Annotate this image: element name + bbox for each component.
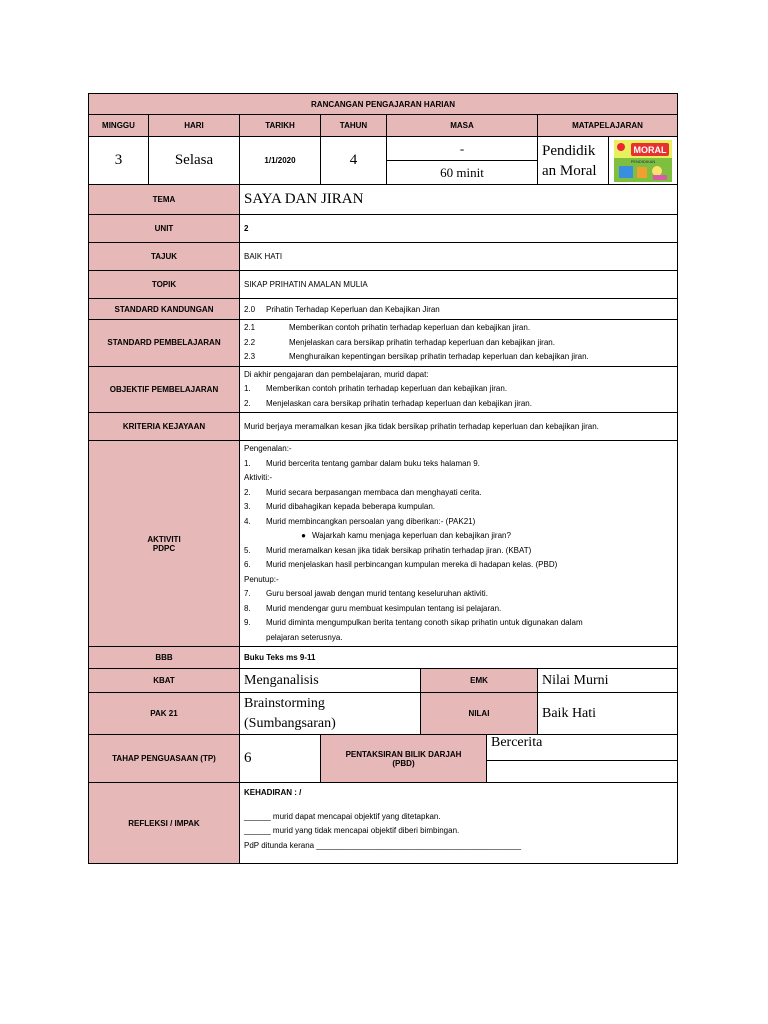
refleksi-line: ______ murid dapat mencapai objektif yang ditetapkan. (244, 811, 441, 821)
activity-item: 7. Guru bersoal jawab dengan murid tentang keseluruhan aktiviti. (244, 589, 488, 598)
pbd-label-1: PENTAKSIRAN BILIK DARJAH (345, 749, 462, 759)
tp-label: TAHAP PENGUASAAN (TP) (89, 735, 240, 783)
logo-caption-text: PENDIDIKAN (630, 158, 656, 164)
kbat-label: KBAT (89, 669, 240, 693)
kehadiran-text: KEHADIRAN : / (244, 788, 302, 797)
unit-label: UNIT (89, 215, 240, 243)
activity-bullet: ● Wajarkah kamu menjaga keperluan dan kebajikan jiran? (244, 529, 673, 544)
op-item: 2. Menjelaskan cara bersikap prihatin terhadap keperluan dan kebajikan jiran. (244, 398, 532, 408)
tarikh-value: 1/1/2020 (240, 137, 321, 185)
pbd-empty-cell (487, 761, 678, 783)
unit-value: 2 (240, 215, 678, 243)
tema-value: SAYA DAN JIRAN (240, 185, 678, 215)
sp-item: 2.3 Menghuraikan kepentingan bersikap prihatin terhadap keperluan dan kebajikan jiran. (244, 352, 589, 361)
sp-label: STANDARD PEMBELAJARAN (89, 320, 240, 367)
topik-label: TOPIK (89, 271, 240, 299)
hari-value: Selasa (149, 137, 240, 185)
bbb-label: BBB (89, 647, 240, 669)
activity-item-continued: pelajaran seterusnya. (266, 632, 343, 642)
activity-item: 4. Murid membincangkan persoalan yang diberikan:- (PAK21) (244, 516, 476, 526)
activity-item: 6. Murid menjelaskan hasil perbincangan kumpulan mereka di hadapan kelas. (PBD) (244, 560, 558, 569)
masa-top-value: - (387, 137, 538, 161)
kk-label: KRITERIA KEJAYAAN (89, 413, 240, 441)
pak21-value-2: (Sumbangsaran) (244, 715, 336, 731)
tajuk-label: TAJUK (89, 243, 240, 271)
nilai-label: NILAI (421, 693, 538, 735)
moral-book-logo (613, 139, 673, 183)
pak21-value-1: Brainstorming (244, 695, 325, 711)
penutup-heading: Penutup:- (244, 574, 279, 584)
kk-value: Murid berjaya meramalkan kesan jika tidak bersikap prihatin terhadap keperluan dan kebajikan jiran. (240, 413, 678, 441)
refleksi-label: REFLEKSI / IMPAK (89, 783, 240, 864)
masa-bottom-value: 60 minit (387, 161, 538, 185)
aktiviti-label (89, 441, 240, 647)
sk-text: Prihatin Terhadap Keperluan dan Kebajikan Jiran (266, 304, 440, 314)
logo-moral-text: MORAL (633, 144, 667, 155)
op-intro: Di akhir pengajaran dan pembelajaran, murid dapat: (244, 369, 429, 379)
nilai-value: Baik Hati (538, 693, 678, 735)
kbat-value: Menganalisis (240, 669, 421, 693)
bbb-value: Buku Teks ms 9-11 (240, 647, 678, 669)
activity-item: 9. Murid diminta mengumpulkan berita tentang conoth sikap prihatin untuk digunakan dalam (244, 618, 583, 627)
sp-item: 2.1 Memberikan contoh prihatin terhadap keperluan dan kebajikan jiran. (244, 323, 531, 332)
header-hari: HARI (149, 115, 240, 137)
tema-label: TEMA (89, 185, 240, 215)
aktiviti-heading: Aktiviti:- (244, 473, 272, 482)
activity-item: 1. Murid bercerita tentang gambar dalam buku teks halaman 9. (244, 458, 480, 468)
header-matapelajaran: MATAPELAJARAN (538, 115, 678, 137)
minggu-value: 3 (89, 137, 149, 185)
header-tahun: TAHUN (321, 115, 387, 137)
bullet-icon: ● (301, 531, 306, 540)
pengenalan-heading: Pengenalan:- (244, 444, 292, 453)
tahun-value: 4 (321, 137, 387, 185)
activity-item: 5. Murid meramalkan kesan jika tidak bersikap prihatin terhadap jiran. (KBAT) (244, 545, 532, 555)
header-minggu: MINGGU (89, 115, 149, 137)
emk-value: Nilai Murni (538, 669, 678, 693)
subject-value (538, 137, 609, 185)
aktiviti-label-2: PDPC (152, 543, 176, 553)
op-label: OBJEKTIF PEMBELAJARAN (89, 366, 240, 413)
refleksi-line: PdP ditunda kerana ______________________________________________ (244, 840, 522, 850)
tajuk-value: BAIK HATI (240, 243, 678, 271)
aktiviti-value (240, 441, 678, 647)
activity-item: 8. Murid mendengar guru membuat kesimpulan tentang isi pelajaran. (244, 603, 502, 613)
refleksi-line: ______ murid yang tidak mencapai objektif diberi bimbingan. (244, 826, 460, 835)
tp-value: 6 (240, 735, 321, 783)
plan-title: RANCANGAN PENGAJARAN HARIAN (89, 94, 678, 115)
emk-label: EMK (421, 669, 538, 693)
op-item: 1. Memberikan contoh prihatin terhadap keperluan dan kebajikan jiran. (244, 384, 508, 393)
refleksi-value (240, 783, 678, 864)
pbd-label-2: (PBD) (392, 758, 415, 768)
subject-line-2: an Moral (542, 162, 597, 179)
pak21-label: PAK 21 (89, 693, 240, 735)
pbd-label (321, 735, 487, 783)
pbd-value: Bercerita (487, 735, 678, 761)
topik-value: SIKAP PRIHATIN AMALAN MULIA (240, 271, 678, 299)
lesson-plan-table (88, 93, 678, 864)
header-masa: MASA (387, 115, 538, 137)
activity-item: 3. Murid dibahagikan kepada beberapa kumpulan. (244, 502, 436, 511)
sp-item: 2.2 Menjelaskan cara bersikap prihatin terhadap keperluan dan kebajikan jiran. (244, 337, 555, 347)
moral-logo-cell (609, 137, 678, 185)
sk-number: 2.0 (244, 304, 256, 314)
activity-item: 2. Murid secara berpasangan membaca dan menghayati cerita. (244, 487, 482, 497)
pak21-value (240, 693, 421, 735)
sp-value (240, 320, 678, 367)
header-tarikh: TARIKH (240, 115, 321, 137)
sk-label: STANDARD KANDUNGAN (89, 299, 240, 320)
sk-value (240, 299, 678, 320)
subject-line-1: Pendidik (542, 142, 596, 159)
aktiviti-label-1: AKTIVITI (147, 534, 181, 544)
op-value (240, 366, 678, 413)
